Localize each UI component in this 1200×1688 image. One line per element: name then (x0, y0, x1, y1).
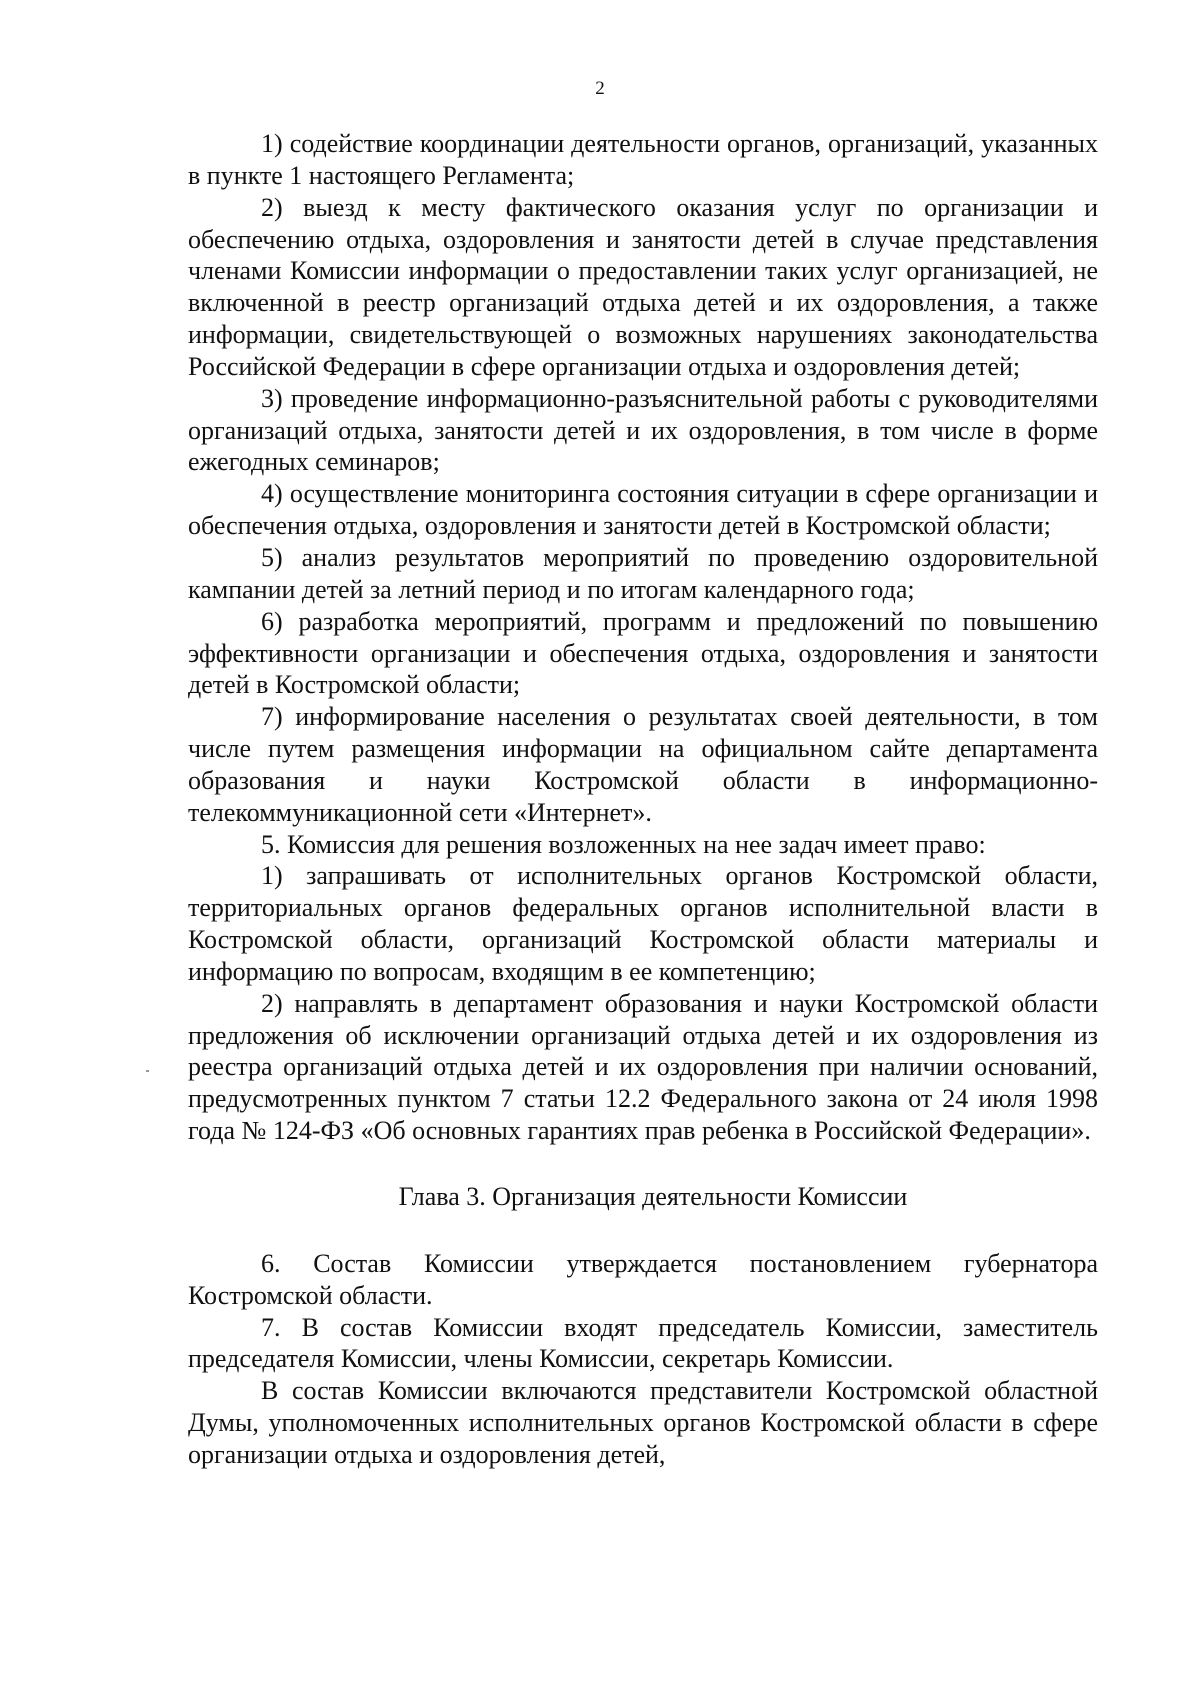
paragraph-composition: В состав Комиссии включаются представители Костромской областной Думы, уполномоченных исполнительных органов Костромской области в сфере организации отдыха и оздоровления детей, (188, 1376, 1098, 1469)
paragraph-item-7-informing: 7) информирование населения о результатах своей деятельности, в том числе путем размещения информации на официальном сайте департамента образования и науки Костромской области в информационно-телекоммуникационной сети «Интернет». (188, 702, 1098, 827)
paragraph-section-5: 5. Комиссия для решения возложенных на нее задач имеет право: (261, 829, 986, 859)
chapter-heading: Глава 3. Организация деятельности Комиссии (398, 1182, 908, 1211)
chapter-heading-wrapper (188, 1181, 1098, 1213)
scan-speck (146, 1070, 149, 1072)
paragraph-section-7: 7. В состав Комиссии входят председатель Комиссии, заместитель председателя Комиссии, члены Комиссии, секретарь Комиссии. (188, 1312, 1098, 1374)
paragraph-section-6: 6. Состав Комиссии утверждается постановлением губернатора Костромской области. (188, 1248, 1098, 1310)
paragraph-item-3-outreach: 3) проведение информационно-разъяснительной работы с руководителями организаций отдыха, занятости детей и их оздоровления, в том числе в форме ежегодных семинаров; (188, 383, 1098, 477)
paragraph-item-2-site-visit: 2) выезд к месту фактического оказания услуг по организации и обеспечению отдыха, оздоровления и занятости детей в случае представления членами Комиссии информации о предоставлении таких услуг организацией, не включенной в реестр организаций отдыха детей и их оздоровления, а также информации, свидетельствующей о возможных нарушениях законодательства Российской Федерации в сфере организации отдыха и оздоровления детей; (188, 192, 1098, 381)
paragraph-right-1-request: 1) запрашивать от исполнительных органов Костромской области, территориальных органов федеральных органов исполнительной власти в Костромской области, организаций Костромской области материалы и информацию по вопросам, входящим в ее компетенцию; (188, 861, 1098, 986)
paragraph-item-5-analysis: 5) анализ результатов мероприятий по проведению оздоровительной кампании детей за летний период и по итогам календарного года; (188, 542, 1098, 604)
paragraph-item-6-development: 6) разработка мероприятий, программ и предложений по повышению эффективности организации и обеспечения отдыха, оздоровления и занятости детей в Костромской области; (188, 606, 1098, 700)
document-body (188, 128, 1098, 1471)
page-number: 2 (595, 78, 605, 99)
paragraph-right-2-exclusion: 2) направлять в департамент образования и науки Костромской области предложения об исключении организаций отдыха детей и их оздоровления из реестра организаций отдыха детей и их оздоровления при наличии оснований, предусмотренных пунктом 7 статьи 12.2 Федерального закона от 24 июля 1998 года № 124-ФЗ «Об основных гарантиях прав ребенка в Российской Федерации». (188, 988, 1098, 1146)
paragraph-item-4-monitoring: 4) осуществление мониторинга состояния ситуации в сфере организации и обеспечения отдыха, оздоровления и занятости детей в Костромской области; (188, 479, 1098, 541)
paragraph-item-1-coordination: 1) содействие координации деятельности органов, организаций, указанных в пункте 1 настоящего Регламента; (188, 129, 1098, 190)
